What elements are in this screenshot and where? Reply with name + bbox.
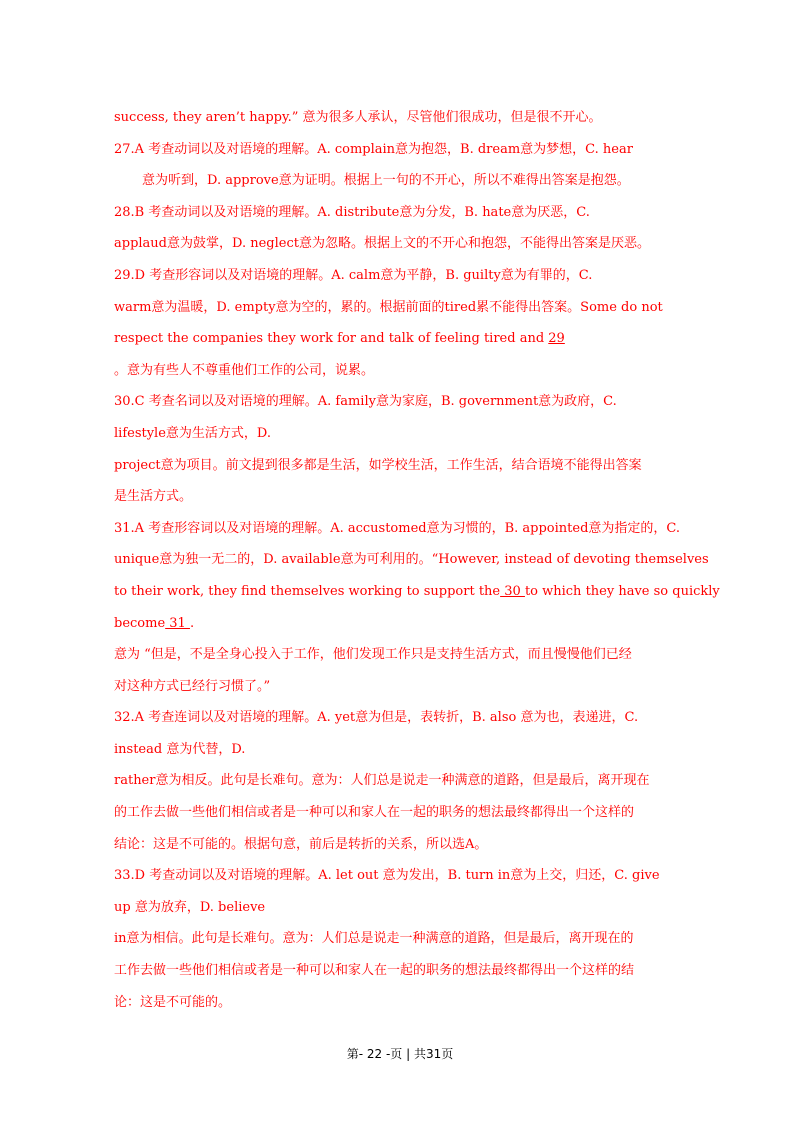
text-line: 。意为有些人不尊重他们工作的公司，说累。 (114, 362, 375, 378)
text-line: 的工作去做一些他们相信或者是一种可以和家人在一起的职务的想法最终都得出一个这样的 (114, 805, 635, 821)
text-segment: to their work, they find themselves working to support the (114, 583, 501, 599)
text-segment: become (114, 615, 166, 631)
blank-30: 30 (500, 583, 525, 599)
text-line: 是生活方式。 (114, 489, 193, 505)
text-line: 30.C 考查名词以及对语境的理解。A. family意为家庭，B. government意为政府，C. (114, 394, 617, 410)
text-line: 意为听到，D. approve意为证明。根据上一句的不开心，所以不难得出答案是抱怨。 (142, 173, 630, 189)
answer-explanations (114, 102, 720, 1018)
text-line: 意为 “但是，不是全身心投入于工作，他们发现工作只是支持生活方式，而且慢慢他们已经 (114, 647, 632, 663)
page-footer (0, 1045, 800, 1062)
text-line: in意为相信。此句是长难句。意为：人们总是说走一种满意的道路，但是最后，离开现在的 (114, 931, 634, 947)
text-line: lifestyle意为生活方式，D. (114, 425, 272, 441)
text-line (114, 608, 694, 640)
text-line (114, 323, 694, 355)
text-line: 31.A 考查形容词以及对语境的理解。A. accustomed意为习惯的，B. appointed意为指定的，C. (114, 520, 681, 536)
text-line: instead 意为代替，D. (114, 741, 246, 757)
text-line: 29.D 考查形容词以及对语境的理解。A. calm意为平静，B. guilty意为有罪的，C. (114, 267, 593, 283)
blank-31: 31 (165, 615, 190, 631)
text-line: 对这种方式已经行习惯了。” (114, 678, 271, 694)
text-line: 结论：这是不可能的。根据句意，前后是转折的关系，所以选A。 (114, 836, 488, 852)
text-line: warm意为温暖，D. empty意为空的，累的。根据前面的tired累不能得出答案。Some do not (114, 299, 663, 315)
text-line: 33.D 考查动词以及对语境的理解。A. let out 意为发出，B. turn in意为上交，归还，C. give (114, 868, 660, 884)
text-line: up 意为放弃，D. believe (114, 899, 266, 915)
text-segment: to which they have so quickly (524, 583, 720, 599)
text-line: success, they aren’t happy.” 意为很多人承认，尽管他们很成功，但是很不开心。 (114, 110, 602, 125)
text-line: rather意为相反。此句是长难句。意为：人们总是说走一种满意的道路，但是最后，离开现在 (114, 773, 650, 789)
text-line: applaud意为鼓掌，D. neglect意为忽略。根据上文的不开心和抱怨，不能得出答案是厌恶。 (114, 236, 650, 252)
text-segment: respect the companies they work for and talk of feeling tired and (114, 331, 545, 347)
text-line: unique意为独一无二的，D. available意为可利用的。“However, instead of devoting themselves (114, 552, 709, 568)
text-line: project意为项目。前文提到很多都是生活，如学校生活，工作生活，结合语境不能得出答案 (114, 457, 642, 473)
blank-29: 29 (548, 331, 565, 347)
text-line (114, 576, 720, 608)
text-line: 32.A 考查连词以及对语境的理解。A. yet意为但是，表转折，B. also 意为也，表递进，C. (114, 710, 639, 726)
text-line: 28.B 考查动词以及对语境的理解。A. distribute意为分发，B. hate意为厌恶，C. (114, 204, 590, 220)
text-segment: . (189, 615, 195, 631)
text-line: 工作去做一些他们相信或者是一种可以和家人在一起的职务的想法最终都得出一个这样的结 (114, 963, 635, 979)
page-number: 第- 22 -页 | 共31页 (346, 1047, 454, 1061)
text-line: 论：这是不可能的。 (114, 994, 232, 1010)
text-line: 27.A 考查动词以及对语境的理解。A. complain意为抱怨，B. dream意为梦想，C. hear (114, 141, 633, 157)
